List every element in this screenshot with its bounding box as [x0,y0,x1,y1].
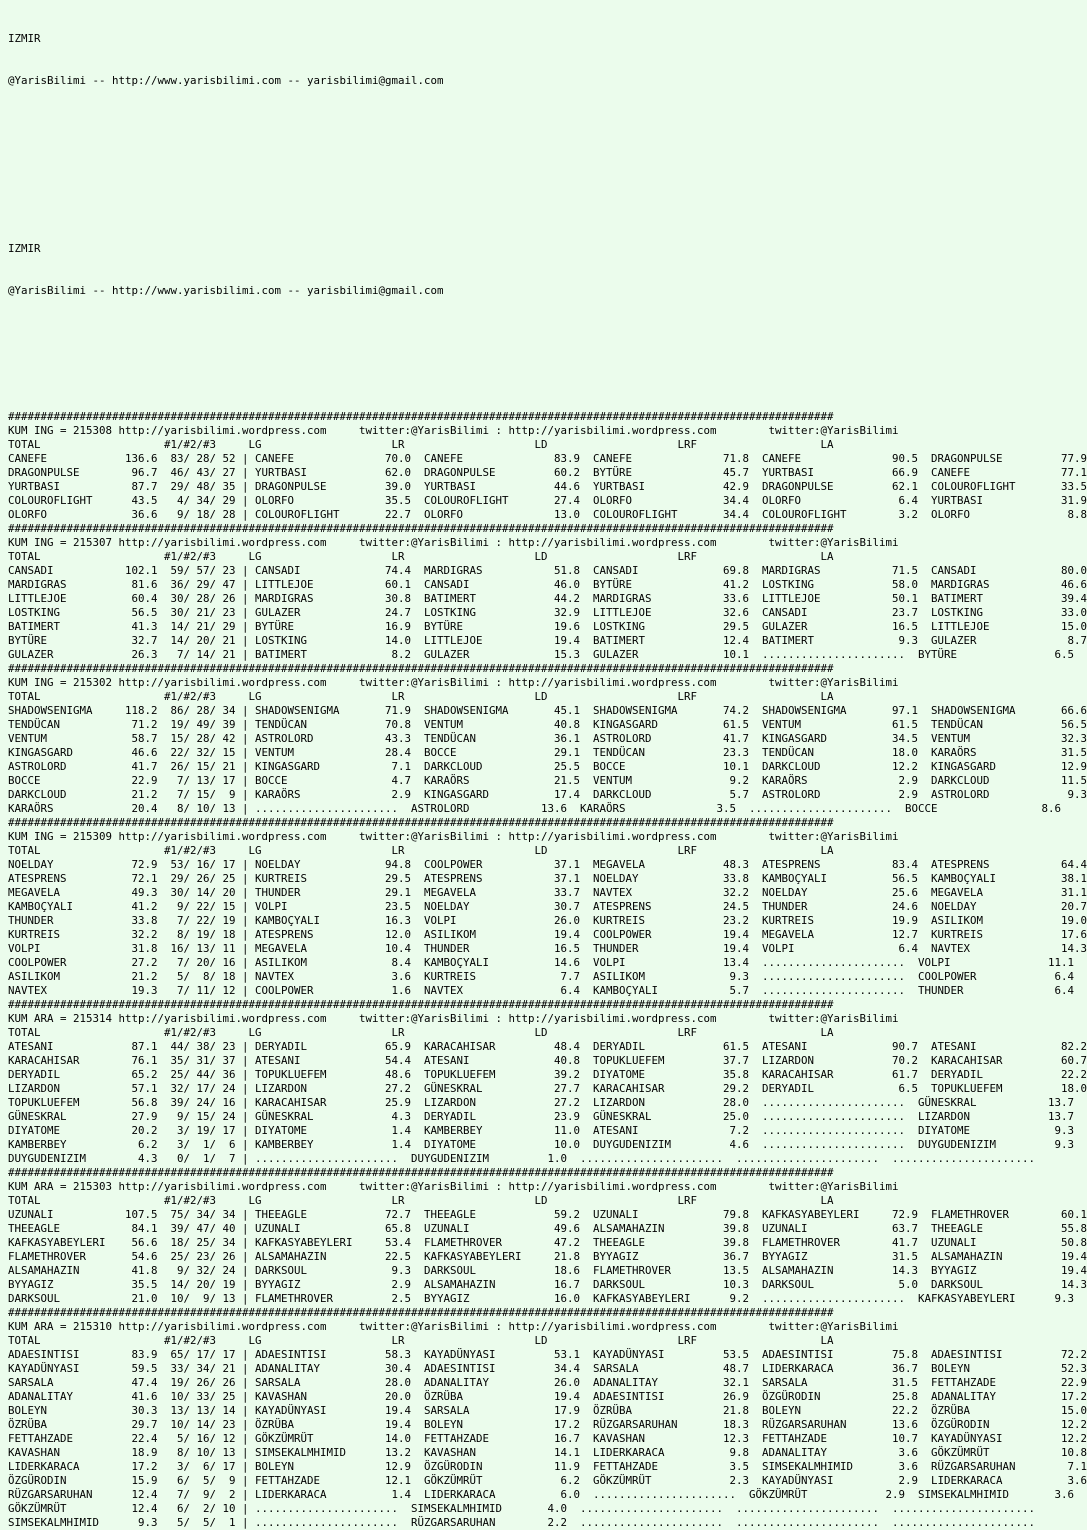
result-row: SIMSEKALMHIMID 9.3 5/ 5/ 1 | ...................... RÜZGARSARUHAN 2.2 ...................... ...................... ...................... [8,1516,1036,1529]
result-row: THUNDER 33.8 7/ 22/ 19 | KAMBOÇYALI 16.3 VOLPI 26.0 KURTREIS 23.2 KURTREIS 19.9 ASILIKOM 19.0 [8,914,1087,927]
race-block [8,1306,1087,1530]
column-headers: TOTAL #1/#2/#3 LG LR LD LRF LA [8,844,834,857]
result-row: KURTREIS 32.2 8/ 19/ 18 | ATESPRENS 12.0 ASILIKOM 19.4 COOLPOWER 19.4 MEGAVELA 12.7 KURTREIS 17.6 [8,928,1087,941]
result-row: BYTÜRE 32.7 14/ 20/ 21 | LOSTKING 14.0 LITTLEJOE 19.4 BATIMERT 12.4 BATIMERT 9.3 GULAZER 8.7 [8,634,1087,647]
result-row: KAMBOÇYALI 41.2 9/ 22/ 15 | VOLPI 23.5 NOELDAY 30.7 ATESPRENS 24.5 THUNDER 24.6 NOELDAY 20.7 [8,900,1087,913]
result-row: KAFKASYABEYLERI 56.6 18/ 25/ 34 | KAFKASYABEYLERI 53.4 FLAMETHROVER 47.2 THEEAGLE 39.8 FLAMETHROVER 41.7 UZUNALI 50.8 [8,1236,1087,1249]
separator-line: ############################################################################################################################### [8,662,834,675]
result-row: DARKCLOUD 21.2 7/ 15/ 9 | KARAÖRS 2.9 KINGASGARD 17.4 DARKCLOUD 5.7 ASTROLORD 2.9 ASTROLORD 9.3 [8,788,1087,801]
result-row: CANSADI 102.1 59/ 57/ 23 | CANSADI 74.4 MARDIGRAS 51.8 CANSADI 69.8 MARDIGRAS 71.5 CANSADI 80.0 [8,564,1087,577]
result-row: ADAESINTISI 83.9 65/ 17/ 17 | ADAESINTISI 58.3 KAYADÜNYASI 53.1 KAYADÜNYASI 53.5 ADAESINTISI 75.8 ADAESINTISI 72.2 [8,1348,1087,1361]
race-title: KUM ING = 215307 http://yarisbilimi.wordpress.com twitter:@YarisBilimi : http://yarisbilimi.wordpress.com twitter:@YarisBilimi [8,536,899,549]
separator-line: ############################################################################################################################### [8,998,834,1011]
blank-line [8,368,1073,382]
blank-line [8,158,1073,172]
race-block [8,1166,1087,1306]
header-city: IZMIR [8,242,41,255]
result-row: MEGAVELA 49.3 30/ 14/ 20 | THUNDER 29.1 MEGAVELA 33.7 NAVTEX 32.2 NOELDAY 25.6 MEGAVELA 31.1 [8,886,1087,899]
race-title: KUM ARA = 215303 http://yarisbilimi.wordpress.com twitter:@YarisBilimi : http://yarisbilimi.wordpress.com twitter:@YarisBilimi [8,1180,899,1193]
result-row: BATIMERT 41.3 14/ 21/ 29 | BYTÜRE 16.9 BYTÜRE 19.6 LOSTKING 29.5 GULAZER 16.5 LITTLEJOE 15.0 [8,620,1087,633]
result-row: COOLPOWER 27.2 7/ 20/ 16 | ASILIKOM 8.4 KAMBOÇYALI 14.6 VOLPI 13.4 ...................... VOLPI 11.1 [8,956,1075,969]
race-blocks [8,410,1087,1529]
blank-line [8,116,1073,130]
race-title: KUM ARA = 215310 http://yarisbilimi.wordpress.com twitter:@YarisBilimi : http://yarisbilimi.wordpress.com twitter:@YarisBilimi [8,1320,899,1333]
header-contact: @YarisBilimi -- http://www.yarisbilimi.com -- yarisbilimi@gmail.com [8,74,444,87]
result-row: BOLEYN 30.3 13/ 13/ 14 | KAYADÜNYASI 19.4 SARSALA 17.9 ÖZRÜBA 21.8 BOLEYN 22.2 ÖZRÜBA 15.0 [8,1404,1087,1417]
result-row: VENTUM 58.7 15/ 28/ 42 | ASTROLORD 43.3 TENDÜCAN 36.1 ASTROLORD 41.7 KINGASGARD 34.5 VENTUM 32.3 [8,732,1087,745]
race-block [8,410,1087,522]
result-row: ADANALITAY 41.6 10/ 33/ 25 | KAVASHAN 20.0 ÖZRÜBA 19.4 ADAESINTISI 26.9 ÖZGÜRODIN 25.8 ADANALITAY 17.2 [8,1390,1087,1403]
result-row: ASTROLORD 41.7 26/ 15/ 21 | KINGASGARD 7.1 DARKCLOUD 25.5 BOCCE 10.1 DARKCLOUD 12.2 KINGASGARD 12.9 [8,760,1087,773]
column-headers: TOTAL #1/#2/#3 LG LR LD LRF LA [8,1026,834,1039]
blank-line [8,200,1073,214]
column-headers: TOTAL #1/#2/#3 LG LR LD LRF LA [8,1194,834,1207]
result-row: FLAMETHROVER 54.6 25/ 23/ 26 | ALSAMAHAZIN 22.5 KAFKASYABEYLERI 21.8 BYYAGIZ 36.7 BYYAGIZ 31.5 ALSAMAHAZIN 19.4 [8,1250,1087,1263]
result-row: YURTBASI 87.7 29/ 48/ 35 | DRAGONPULSE 39.0 YURTBASI 44.6 YURTBASI 42.9 DRAGONPULSE 62.1 COLOUROFLIGHT 33.5 [8,480,1087,493]
column-headers: TOTAL #1/#2/#3 LG LR LD LRF LA [8,1334,834,1347]
result-row: SHADOWSENIGMA 118.2 86/ 28/ 34 | SHADOWSENIGMA 71.9 SHADOWSENIGMA 45.1 SHADOWSENIGMA 74.2 SHADOWSENIGMA 97.1 SHADOWSENIGMA 66.6 [8,704,1087,717]
column-headers: TOTAL #1/#2/#3 LG LR LD LRF LA [8,550,834,563]
race-block [8,522,1087,662]
result-row: ATESANI 87.1 44/ 38/ 23 | DERYADIL 65.9 KARACAHISAR 48.4 DERYADIL 61.5 ATESANI 90.7 ATESANI 82.2 [8,1040,1087,1053]
result-row: KAVASHAN 18.9 8/ 10/ 13 | SIMSEKALMHIMID 13.2 KAVASHAN 14.1 LIDERKARACA 9.8 ADANALITAY 3.6 GÖKZÜMRÜT 10.8 [8,1446,1087,1459]
race-title: KUM ING = 215309 http://yarisbilimi.wordpress.com twitter:@YarisBilimi : http://yarisbilimi.wordpress.com twitter:@YarisBilimi [8,830,899,843]
result-row: DIYATOME 20.2 3/ 19/ 17 | DIYATOME 1.4 KAMBERBEY 11.0 ATESANI 7.2 ...................... DIYATOME 9.3 [8,1124,1075,1137]
result-row: CANEFE 136.6 83/ 28/ 52 | CANEFE 70.0 CANEFE 83.9 CANEFE 71.8 CANEFE 90.5 DRAGONPULSE 77.9 [8,452,1087,465]
separator-line: ############################################################################################################################### [8,522,834,535]
result-row: GÜNESKRAL 27.9 9/ 15/ 24 | GÜNESKRAL 4.3 DERYADIL 23.9 GÜNESKRAL 25.0 ...................... LIZARDON 13.7 [8,1110,1075,1123]
result-row: GÖKZÜMRÜT 12.4 6/ 2/ 10 | ...................... SIMSEKALMHIMID 4.0 ...................... ...................... ...................... [8,1502,1036,1515]
result-row: KINGASGARD 46.6 22/ 32/ 15 | VENTUM 28.4 BOCCE 29.1 TENDÜCAN 23.3 TENDÜCAN 18.0 KARAÖRS 31.5 [8,746,1087,759]
result-row: RÜZGARSARUHAN 12.4 7/ 9/ 2 | LIDERKARACA 1.4 LIDERKARACA 6.0 ...................... GÖKZÜMRÜT 2.9 SIMSEKALMHIMID 3.6 [8,1488,1075,1501]
header-city: IZMIR [8,32,41,45]
race-title: KUM ING = 215302 http://yarisbilimi.wordpress.com twitter:@YarisBilimi : http://yarisbilimi.wordpress.com twitter:@YarisBilimi [8,676,899,689]
result-row: ÖZGÜRODIN 15.9 6/ 5/ 9 | FETTAHZADE 12.1 GÖKZÜMRÜT 6.2 GÖKZÜMRÜT 2.3 KAYADÜNYASI 2.9 LIDERKARACA 3.6 [8,1474,1087,1487]
result-row: NOELDAY 72.9 53/ 16/ 17 | NOELDAY 94.8 COOLPOWER 37.1 MEGAVELA 48.3 ATESPRENS 83.4 ATESPRENS 64.4 [8,858,1087,871]
result-row: KARAÖRS 20.4 8/ 10/ 13 | ...................... ASTROLORD 13.6 KARAÖRS 3.5 ...................... BOCCE 8.6 [8,802,1062,815]
result-row: MARDIGRAS 81.6 36/ 29/ 47 | LITTLEJOE 60.1 CANSADI 46.0 BYTÜRE 41.2 LOSTKING 58.0 MARDIGRAS 46.6 [8,578,1087,591]
result-row: THEEAGLE 84.1 39/ 47/ 40 | UZUNALI 65.8 UZUNALI 49.6 ALSAMAHAZIN 39.8 UZUNALI 63.7 THEEAGLE 55.8 [8,1222,1087,1235]
result-row: ASILIKOM 21.2 5/ 8/ 18 | NAVTEX 3.6 KURTREIS 7.7 ASILIKOM 9.3 ...................... COOLPOWER 6.4 [8,970,1075,983]
result-row: FETTAHZADE 22.4 5/ 16/ 12 | GÖKZÜMRÜT 14.0 FETTAHZADE 16.7 KAVASHAN 12.3 FETTAHZADE 10.7 KAYADÜNYASI 12.2 [8,1432,1087,1445]
result-row: UZUNALI 107.5 75/ 34/ 34 | THEEAGLE 72.7 THEEAGLE 59.2 UZUNALI 79.8 KAFKASYABEYLERI 72.9 FLAMETHROVER 60.1 [8,1208,1087,1221]
race-title: KUM ING = 215308 http://yarisbilimi.wordpress.com twitter:@YarisBilimi : http://yarisbilimi.wordpress.com twitter:@YarisBilimi [8,424,899,437]
result-row: ÖZRÜBA 29.7 10/ 14/ 23 | ÖZRÜBA 19.4 BOLEYN 17.2 RÜZGARSARUHAN 18.3 RÜZGARSARUHAN 13.6 ÖZGÜRODIN 12.2 [8,1418,1087,1431]
column-headers: TOTAL #1/#2/#3 LG LR LD LRF LA [8,438,834,451]
column-headers: TOTAL #1/#2/#3 LG LR LD LRF LA [8,690,834,703]
result-row: ALSAMAHAZIN 41.8 9/ 32/ 24 | DARKSOUL 9.3 DARKSOUL 18.6 FLAMETHROVER 13.5 ALSAMAHAZIN 14.3 BYYAGIZ 19.4 [8,1264,1087,1277]
result-row: VOLPI 31.8 16/ 13/ 11 | MEGAVELA 10.4 THUNDER 16.5 THUNDER 19.4 VOLPI 6.4 NAVTEX 14.3 [8,942,1087,955]
race-block [8,998,1087,1166]
blank-line [8,326,1073,340]
separator-line: ############################################################################################################################### [8,1306,834,1319]
race-block [8,816,1087,998]
result-row: DUYGUDENIZIM 4.3 0/ 1/ 7 | ...................... DUYGUDENIZIM 1.0 ...................... ...................... ...................... [8,1152,1036,1165]
result-row: NAVTEX 19.3 7/ 11/ 12 | COOLPOWER 1.6 NAVTEX 6.4 KAMBOÇYALI 5.7 ...................... THUNDER 6.4 [8,984,1075,997]
result-row: GULAZER 26.3 7/ 14/ 21 | BATIMERT 8.2 GULAZER 15.3 GULAZER 10.1 ...................... BYTÜRE 6.5 [8,648,1075,661]
separator-line: ############################################################################################################################### [8,1166,834,1179]
result-row: KARACAHISAR 76.1 35/ 31/ 37 | ATESANI 54.4 ATESANI 40.8 TOPUKLUEFEM 37.7 LIZARDON 70.2 KARACAHISAR 60.7 [8,1054,1087,1067]
result-row: COLOUROFLIGHT 43.5 4/ 34/ 29 | OLORFO 35.5 COLOUROFLIGHT 27.4 OLORFO 34.4 OLORFO 6.4 YURTBASI 31.9 [8,494,1087,507]
result-row: LIZARDON 57.1 32/ 17/ 24 | LIZARDON 27.2 GÜNESKRAL 27.7 KARACAHISAR 29.2 DERYADIL 6.5 TOPUKLUEFEM 18.0 [8,1082,1087,1095]
result-row: LIDERKARACA 17.2 3/ 6/ 17 | BOLEYN 12.9 ÖZGÜRODIN 11.9 FETTAHZADE 3.5 SIMSEKALMHIMID 3.6 RÜZGARSARUHAN 7.1 [8,1460,1087,1473]
result-row: OLORFO 36.6 9/ 18/ 28 | COLOUROFLIGHT 22.7 OLORFO 13.0 COLOUROFLIGHT 34.4 COLOUROFLIGHT 3.2 OLORFO 8.8 [8,508,1087,521]
result-row: BOCCE 22.9 7/ 13/ 17 | BOCCE 4.7 KARAÖRS 21.5 VENTUM 9.2 KARAÖRS 2.9 DARKCLOUD 11.5 [8,774,1087,787]
header-contact: @YarisBilimi -- http://www.yarisbilimi.com -- yarisbilimi@gmail.com [8,284,444,297]
result-row: SARSALA 47.4 19/ 26/ 26 | SARSALA 28.0 ADANALITAY 26.0 ADANALITAY 32.1 SARSALA 31.5 FETTAHZADE 22.9 [8,1376,1087,1389]
result-row: TOPUKLUEFEM 56.8 39/ 24/ 16 | KARACAHISAR 25.9 LIZARDON 27.2 LIZARDON 28.0 ...................... GÜNESKRAL 13.7 [8,1096,1075,1109]
result-row: BYYAGIZ 35.5 14/ 20/ 19 | BYYAGIZ 2.9 ALSAMAHAZIN 16.7 DARKSOUL 10.3 DARKSOUL 5.0 DARKSOUL 14.3 [8,1278,1087,1291]
result-row: DARKSOUL 21.0 10/ 9/ 13 | FLAMETHROVER 2.5 BYYAGIZ 16.0 KAFKASYABEYLERI 9.2 ...................... KAFKASYABEYLERI 9.3 [8,1292,1075,1305]
result-row: DERYADIL 65.2 25/ 44/ 36 | TOPUKLUEFEM 48.6 TOPUKLUEFEM 39.2 DIYATOME 35.8 KARACAHISAR 61.7 DERYADIL 22.2 [8,1068,1087,1081]
result-row: KAMBERBEY 6.2 3/ 1/ 6 | KAMBERBEY 1.4 DIYATOME 10.0 DUYGUDENIZIM 4.6 ...................... DUYGUDENIZIM 9.3 [8,1138,1075,1151]
result-row: LITTLEJOE 60.4 30/ 28/ 26 | MARDIGRAS 30.8 BATIMERT 44.2 MARDIGRAS 33.6 LITTLEJOE 50.1 BATIMERT 39.4 [8,592,1087,605]
result-row: ATESPRENS 72.1 29/ 26/ 25 | KURTREIS 29.5 ATESPRENS 37.1 NOELDAY 33.8 KAMBOÇYALI 56.5 KAMBOÇYALI 38.1 [8,872,1087,885]
race-block [8,662,1087,816]
result-row: KAYADÜNYASI 59.5 33/ 34/ 21 | ADANALITAY 30.4 ADAESINTISI 34.4 SARSALA 48.7 LIDERKARACA 36.7 BOLEYN 52.3 [8,1362,1087,1375]
race-title: KUM ARA = 215314 http://yarisbilimi.wordpress.com twitter:@YarisBilimi : http://yarisbilimi.wordpress.com twitter:@YarisBilimi [8,1012,899,1025]
separator-line: ############################################################################################################################### [8,816,834,829]
result-row: TENDÜCAN 71.2 19/ 49/ 39 | TENDÜCAN 70.8 VENTUM 40.8 KINGASGARD 61.5 VENTUM 61.5 TENDÜCAN 56.5 [8,718,1087,731]
result-row: LOSTKING 56.5 30/ 21/ 23 | GULAZER 24.7 LOSTKING 32.9 LITTLEJOE 32.6 CANSADI 23.7 LOSTKING 33.0 [8,606,1087,619]
result-row: DRAGONPULSE 96.7 46/ 43/ 27 | YURTBASI 62.0 DRAGONPULSE 60.2 BYTÜRE 45.7 YURTBASI 66.9 CANEFE 77.1 [8,466,1087,479]
separator-line: ############################################################################################################################### [8,410,834,423]
